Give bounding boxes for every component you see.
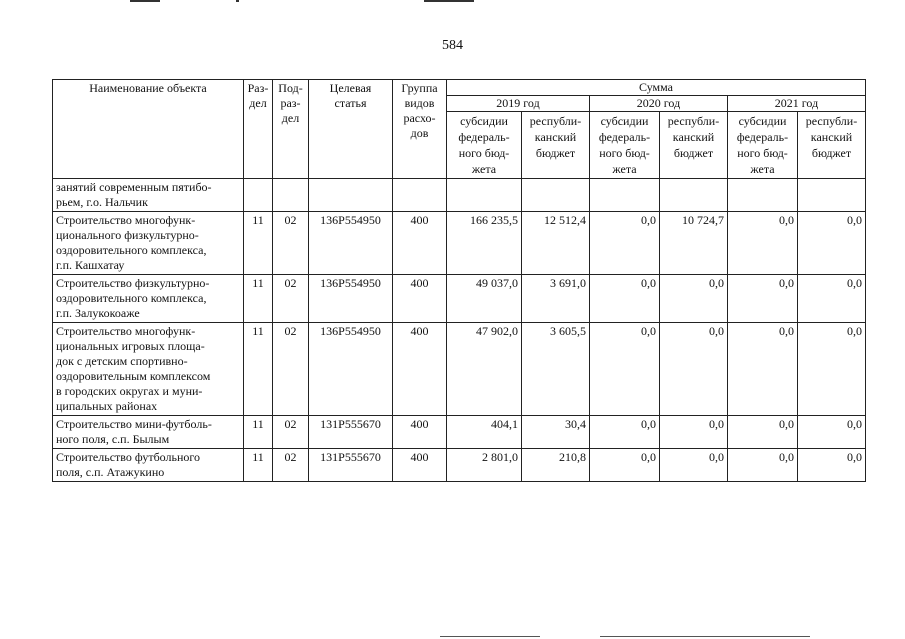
row-razdel: 11 <box>244 323 273 416</box>
row-federal-2021: 0,0 <box>728 449 798 482</box>
row-federal-2019 <box>447 179 522 212</box>
row-federal-2019: 166 235,5 <box>447 212 522 275</box>
header-podrazdel: Под- раз- дел <box>273 80 309 179</box>
row-group: 400 <box>393 323 447 416</box>
row-podrazdel: 02 <box>273 212 309 275</box>
table-row <box>53 179 866 212</box>
top-rule-mid <box>236 0 239 2</box>
row-federal-2019: 47 902,0 <box>447 323 522 416</box>
row-republic-2020: 0,0 <box>660 416 728 449</box>
row-republic-2021: 0,0 <box>798 323 866 416</box>
row-federal-2020: 0,0 <box>590 416 660 449</box>
row-podrazdel: 02 <box>273 275 309 323</box>
row-republic-2021: 0,0 <box>798 275 866 323</box>
row-group: 400 <box>393 449 447 482</box>
row-republic-2019: 30,4 <box>522 416 590 449</box>
row-name: занятий современным пятибо- рьем, г.о. Нальчик <box>53 179 244 212</box>
row-republic-2019 <box>522 179 590 212</box>
row-group: 400 <box>393 275 447 323</box>
row-target <box>309 179 393 212</box>
header-group: Группа видов расхо- дов <box>393 80 447 179</box>
budget-table <box>52 79 866 482</box>
table-row <box>53 212 866 275</box>
row-republic-2019: 210,8 <box>522 449 590 482</box>
header-republic-2021: республи- канский бюджет <box>798 112 866 179</box>
row-republic-2019: 3 691,0 <box>522 275 590 323</box>
header-target: Целевая статья <box>309 80 393 179</box>
row-group: 400 <box>393 416 447 449</box>
row-federal-2019: 404,1 <box>447 416 522 449</box>
row-podrazdel: 02 <box>273 416 309 449</box>
header-name: Наименование объекта <box>53 80 244 179</box>
row-republic-2020: 0,0 <box>660 449 728 482</box>
header-year-2021: 2021 год <box>728 96 866 112</box>
row-target: 131P555670 <box>309 416 393 449</box>
row-group <box>393 179 447 212</box>
row-razdel: 11 <box>244 449 273 482</box>
header-sum: Сумма <box>447 80 866 96</box>
row-razdel: 11 <box>244 275 273 323</box>
header-republic-2020: республи- канский бюджет <box>660 112 728 179</box>
row-name: Строительство многофунк- циональных игровых площа- док с детским спортивно- оздоровительным комплексом в городских округах и муни- ципальных районах <box>53 323 244 416</box>
table-row <box>53 416 866 449</box>
header-federal-2019: субсидии федераль- ного бюд- жета <box>447 112 522 179</box>
row-podrazdel: 02 <box>273 323 309 416</box>
row-federal-2020: 0,0 <box>590 449 660 482</box>
row-target: 131P555670 <box>309 449 393 482</box>
top-rule-right <box>424 0 474 2</box>
row-federal-2019: 49 037,0 <box>447 275 522 323</box>
row-republic-2021: 0,0 <box>798 416 866 449</box>
table-row <box>53 275 866 323</box>
row-federal-2021 <box>728 179 798 212</box>
row-podrazdel: 02 <box>273 449 309 482</box>
row-group: 400 <box>393 212 447 275</box>
row-federal-2020: 0,0 <box>590 212 660 275</box>
header-republic-2019: республи- канский бюджет <box>522 112 590 179</box>
row-name: Строительство мини-футболь- ного поля, с.п. Былым <box>53 416 244 449</box>
row-republic-2021: 0,0 <box>798 449 866 482</box>
header-razdel: Раз- дел <box>244 80 273 179</box>
header-year-2019: 2019 год <box>447 96 590 112</box>
row-podrazdel <box>273 179 309 212</box>
row-federal-2020: 0,0 <box>590 323 660 416</box>
row-target: 136P554950 <box>309 275 393 323</box>
row-federal-2019: 2 801,0 <box>447 449 522 482</box>
row-federal-2021: 0,0 <box>728 416 798 449</box>
row-republic-2020 <box>660 179 728 212</box>
table-header <box>53 80 866 179</box>
row-republic-2020: 10 724,7 <box>660 212 728 275</box>
row-republic-2021 <box>798 179 866 212</box>
row-target: 136P554950 <box>309 212 393 275</box>
row-target: 136P554950 <box>309 323 393 416</box>
row-name: Строительство футбольного поля, с.п. Атажукино <box>53 449 244 482</box>
bottom-rule-left <box>440 636 540 637</box>
table-body <box>53 179 866 482</box>
row-republic-2020: 0,0 <box>660 323 728 416</box>
row-federal-2021: 0,0 <box>728 212 798 275</box>
header-year-2020: 2020 год <box>590 96 728 112</box>
row-federal-2020 <box>590 179 660 212</box>
header-federal-2021: субсидии федераль- ного бюд- жета <box>728 112 798 179</box>
table-row <box>53 449 866 482</box>
row-razdel: 11 <box>244 212 273 275</box>
row-razdel: 11 <box>244 416 273 449</box>
top-rule-left <box>130 0 160 2</box>
bottom-rule-right <box>600 636 810 637</box>
row-razdel <box>244 179 273 212</box>
page-number: 584 <box>442 38 463 53</box>
row-federal-2021: 0,0 <box>728 275 798 323</box>
row-name: Строительство физкультурно- оздоровительного комплекса, г.п. Залукокоаже <box>53 275 244 323</box>
header-federal-2020: субсидии федераль- ного бюд- жета <box>590 112 660 179</box>
row-federal-2020: 0,0 <box>590 275 660 323</box>
row-republic-2020: 0,0 <box>660 275 728 323</box>
row-name: Строительство многофунк- ционального физкультурно- оздоровительного комплекса, г.п. Кашхатау <box>53 212 244 275</box>
row-republic-2019: 12 512,4 <box>522 212 590 275</box>
row-republic-2019: 3 605,5 <box>522 323 590 416</box>
table-row <box>53 323 866 416</box>
row-republic-2021: 0,0 <box>798 212 866 275</box>
row-federal-2021: 0,0 <box>728 323 798 416</box>
